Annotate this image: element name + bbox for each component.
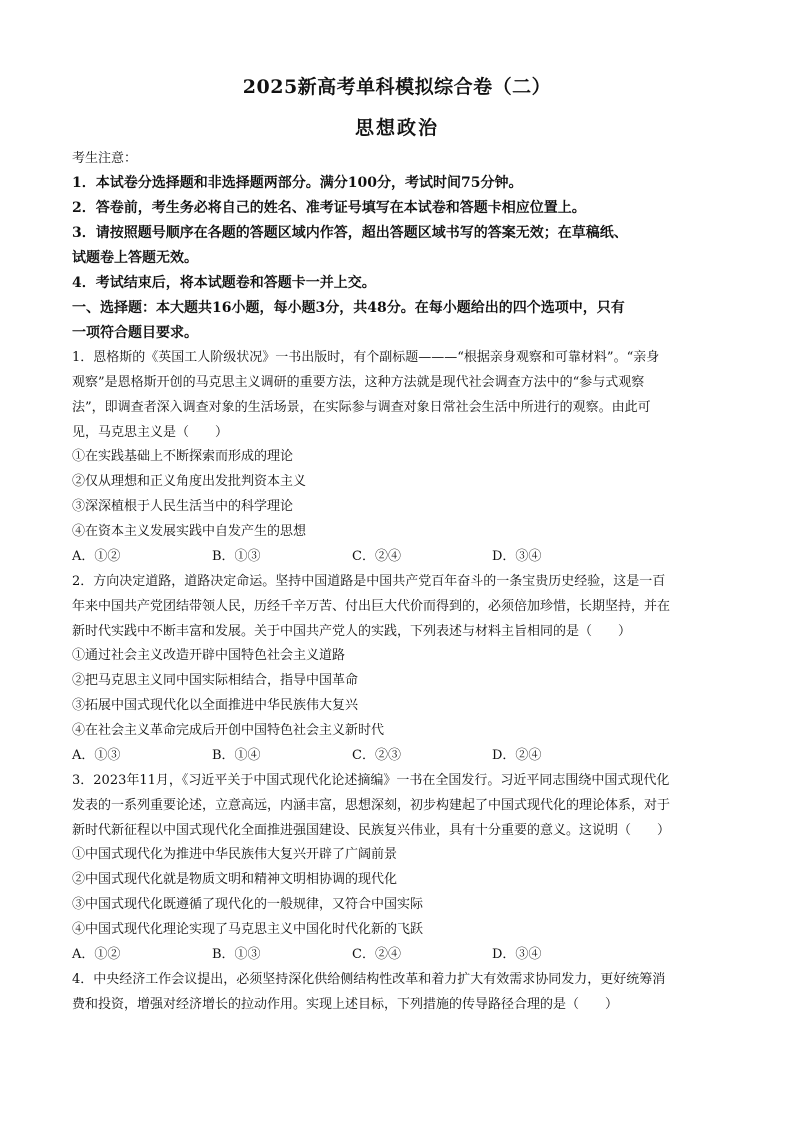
question-1-statement: ③深深植根于人民生活当中的科学理论 xyxy=(72,499,294,514)
question-2-stem: 年来中国共产党团结带领人民，历经千辛万苦、付出巨大代价而得到的，必须倍加珍惜，长期坚持，并在 xyxy=(72,599,671,614)
question-3-stem: 发表的一系列重要论述，立意高远，内涵丰富，思想深刻，初步构建起了中国式现代化的理论体系，对于 xyxy=(72,798,671,813)
question-1-statement: ②仅从理想和正义角度出发批判资本主义 xyxy=(72,474,307,489)
option-b[interactable]: B．①③ xyxy=(212,549,261,564)
question-4-stem: 费和投资，增强对经济增长的拉动作用。实现上述目标，下列措施的传导路径合理的是（ ） xyxy=(72,997,619,1012)
option-d[interactable]: D．③④ xyxy=(492,947,542,962)
question-2-statement: ②把马克思主义同中国实际相结合，指导中国革命 xyxy=(72,673,359,688)
option-a[interactable]: A．①② xyxy=(72,947,121,962)
question-1-statement: ④在资本主义发展实践中自发产生的思想 xyxy=(72,524,307,539)
option-d[interactable]: D．③④ xyxy=(492,549,542,564)
question-2-stem: 2．方向决定道路，道路决定命运。坚持中国道路是中国共产党百年奋斗的一条宝贵历史经验，这是一百 xyxy=(72,574,666,589)
question-2-statement: ③拓展中国式现代化以全面推进中华民族伟大复兴 xyxy=(72,698,359,713)
option-b[interactable]: B．①③ xyxy=(212,947,261,962)
option-d[interactable]: D．②④ xyxy=(492,748,542,763)
option-c[interactable]: C．②④ xyxy=(352,947,401,962)
exam-title: 2025新高考单科模拟综合卷（二） xyxy=(242,76,552,98)
question-3-statement: ①中国式现代化为推进中华民族伟大复兴开辟了广阔前景 xyxy=(72,847,398,862)
subject-title: 思想政治 xyxy=(354,117,439,139)
question-1-stem: 法”，即调查者深入调查对象的生活场景，在实际参与调查对象日常社会生活中所进行的观察。由此可 xyxy=(72,400,651,415)
question-3-stem: 3．2023年11月，《习近平关于中国式现代化论述摘编》一书在全国发行。习近平同志围绕中国式现代化 xyxy=(72,773,670,788)
section-heading: 一、选择题：本大题共16小题，每小题3分，共48分。在每小题给出的四个选项中，只有 xyxy=(72,300,625,316)
question-3-stem: 新时代新征程以中国式现代化全面推进强国建设、民族复兴伟业，具有十分重要的意义。这说明（ ） xyxy=(72,823,671,838)
section-heading: 一项符合题目要求。 xyxy=(72,325,198,341)
notice-heading: 考生注意： xyxy=(72,151,138,166)
notice-item: 1．本试卷分选择题和非选择题两部分。满分100分，考试时间75分钟。 xyxy=(72,175,523,191)
question-1-stem: 观察”是恩格斯开创的马克思主义调研的重要方法，这种方法就是现代社会调查方法中的“参与式观察 xyxy=(72,375,645,390)
option-b[interactable]: B．①④ xyxy=(212,748,261,763)
question-4-stem: 4．中央经济工作会议提出，必须坚持深化供给侧结构性改革和着力扩大有效需求协同发力，更好统筹消 xyxy=(72,972,666,987)
question-3-statement: ④中国式现代化理论实现了马克思主义中国化时代化新的飞跃 xyxy=(72,922,424,937)
question-2-statement: ④在社会主义革命完成后开创中国特色社会主义新时代 xyxy=(72,723,385,738)
question-1-stem: 见，马克思主义是（ ） xyxy=(72,425,229,440)
question-1-stem: 1．恩格斯的《英国工人阶级状况》一书出版时，有个副标题———“根据亲身观察和可靠材料”。“亲身 xyxy=(72,350,660,365)
option-c[interactable]: C．②④ xyxy=(352,549,401,564)
option-a[interactable]: A．①② xyxy=(72,549,121,564)
option-c[interactable]: C．②③ xyxy=(352,748,401,763)
question-3-statement: ②中国式现代化就是物质文明和精神文明相协调的现代化 xyxy=(72,872,398,887)
notice-item: 2．答卷前，考生务必将自己的姓名、准考证号填写在本试卷和答题卡相应位置上。 xyxy=(72,200,586,216)
question-1-statement: ①在实践基础上不断探索而形成的理论 xyxy=(72,449,294,464)
question-2-statement: ①通过社会主义改造开辟中国特色社会主义道路 xyxy=(72,648,346,663)
notice-item: 3．请按照题号顺序在各题的答题区域内作答，超出答题区域书写的答案无效；在草稿纸、 xyxy=(72,225,628,241)
question-3-statement: ③中国式现代化既遵循了现代化的一般规律，又符合中国实际 xyxy=(72,897,424,912)
option-a[interactable]: A．①③ xyxy=(72,748,121,763)
notice-item: 4．考试结束后，将本试题卷和答题卡一并上交。 xyxy=(72,275,376,291)
notice-item: 试题卷上答题无效。 xyxy=(72,250,198,266)
question-2-stem: 新时代实践中不断丰富和发展。关于中国共产党人的实践，下列表述与材料主旨相同的是（ ） xyxy=(72,624,632,639)
